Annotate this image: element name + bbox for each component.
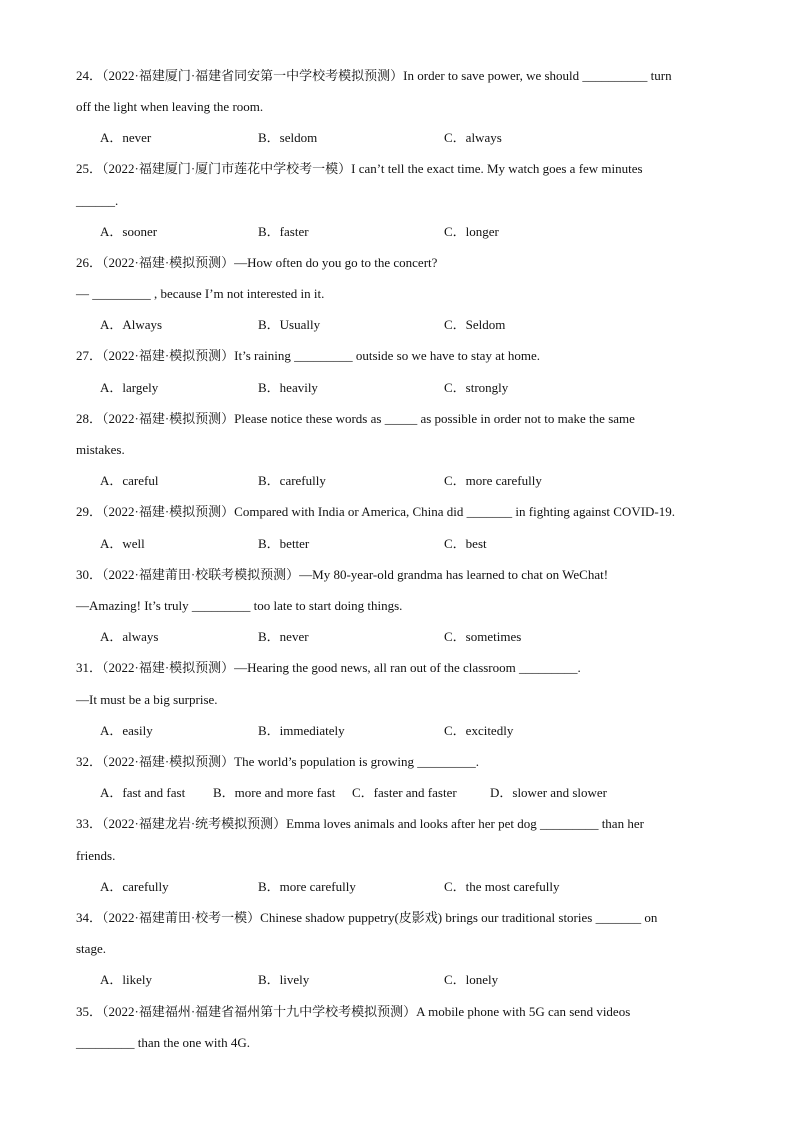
question-25-line-2: ______.: [76, 193, 119, 208]
question-29-option-c: C．best: [444, 536, 487, 551]
question-31-option-a: A．easily: [100, 723, 153, 738]
question-30-option-a: A．always: [100, 629, 159, 644]
question-25-option-a: A．sooner: [100, 224, 158, 239]
question-29-option-a: A．well: [100, 536, 145, 551]
question-28-option-c: C．more carefully: [444, 473, 542, 488]
question-28-line-2: mistakes.: [76, 442, 125, 457]
question-34-line-2: stage.: [76, 941, 106, 956]
question-24-option-a: A．never: [100, 130, 152, 145]
question-27-option-c: C．strongly: [444, 380, 509, 395]
question-24-option-c: C．always: [444, 130, 502, 145]
question-30-option-c: C．sometimes: [444, 629, 522, 644]
question-33-option-a: A．carefully: [100, 879, 169, 894]
question-25-option-b: B．faster: [258, 224, 309, 239]
question-32-option-b: B．more and more fast: [213, 785, 336, 800]
question-25-line-1: 25．（2022·福建厦门·厦门市莲花中学校考一模）I can’t tell the exact time. My watch goes a few minutes: [76, 161, 643, 176]
question-33-line-1: 33．（2022·福建龙岩·统考模拟预测）Emma loves animals and looks after her pet dog _________ than her: [76, 816, 644, 831]
question-33-option-c: C．the most carefully: [444, 879, 560, 894]
question-26-line-1: 26．（2022·福建·模拟预测）—How often do you go to the concert?: [76, 255, 438, 270]
question-30-line-1: 30．（2022·福建莆田·校联考模拟预测）—My 80-year-old grandma has learned to chat on WeChat!: [76, 567, 609, 582]
question-27-option-a: A．largely: [100, 380, 159, 395]
question-34-line-1: 34．（2022·福建莆田·校考一模）Chinese shadow puppetry(皮影戏) brings our traditional stories _______ on: [76, 910, 658, 925]
question-34-option-b: B．lively: [258, 972, 310, 987]
question-27-option-b: B．heavily: [258, 380, 318, 395]
question-29-line-1: 29．（2022·福建·模拟预测）Compared with India or America, China did _______ in fighting against COVID-19.: [76, 504, 676, 519]
question-34-option-a: A．likely: [100, 972, 152, 987]
question-32-option-c: C．faster and faster: [352, 785, 457, 800]
question-26-line-2: — _________ , because I’m not interested in it.: [76, 286, 325, 301]
question-32-option-a: A．fast and fast: [100, 785, 186, 800]
question-31-line-1: 31．（2022·福建·模拟预测）—Hearing the good news, all ran out of the classroom _________.: [76, 660, 581, 675]
question-28-option-b: B．carefully: [258, 473, 326, 488]
question-32-line-1: 32．（2022·福建·模拟预测）The world’s population is growing _________.: [76, 754, 479, 769]
question-31-line-2: —It must be a big surprise.: [76, 692, 218, 707]
question-30-option-b: B．never: [258, 629, 309, 644]
question-26-option-a: A．Always: [100, 317, 163, 332]
question-32-option-d: D．slower and slower: [490, 785, 607, 800]
question-28-line-1: 28．（2022·福建·模拟预测）Please notice these words as _____ as possible in order not to make the same: [76, 411, 635, 426]
question-30-line-2: —Amazing! It’s truly _________ too late to start doing things.: [76, 598, 403, 613]
question-25-option-c: C．longer: [444, 224, 499, 239]
question-29-option-b: B．better: [258, 536, 310, 551]
question-31-option-b: B．immediately: [258, 723, 345, 738]
question-33-line-2: friends.: [76, 848, 116, 863]
question-35-line-1: 35．（2022·福建福州·福建省福州第十九中学校考模拟预测）A mobile phone with 5G can send videos: [76, 1004, 631, 1019]
question-26-option-b: B．Usually: [258, 317, 321, 332]
question-27-line-1: 27．（2022·福建·模拟预测）It’s raining _________ outside so we have to stay at home.: [76, 348, 540, 363]
question-31-option-c: C．excitedly: [444, 723, 514, 738]
question-26-option-c: C．Seldom: [444, 317, 506, 332]
question-34-option-c: C．lonely: [444, 972, 499, 987]
question-24-line-2: off the light when leaving the room.: [76, 99, 264, 114]
question-24-line-1: 24．（2022·福建厦门·福建省同安第一中学校考模拟预测）In order to save power, we should __________ turn: [76, 68, 672, 83]
question-28-option-a: A．careful: [100, 473, 159, 488]
question-33-option-b: B．more carefully: [258, 879, 356, 894]
question-35-line-2: _________ than the one with 4G.: [76, 1035, 251, 1050]
question-24-option-b: B．seldom: [258, 130, 318, 145]
